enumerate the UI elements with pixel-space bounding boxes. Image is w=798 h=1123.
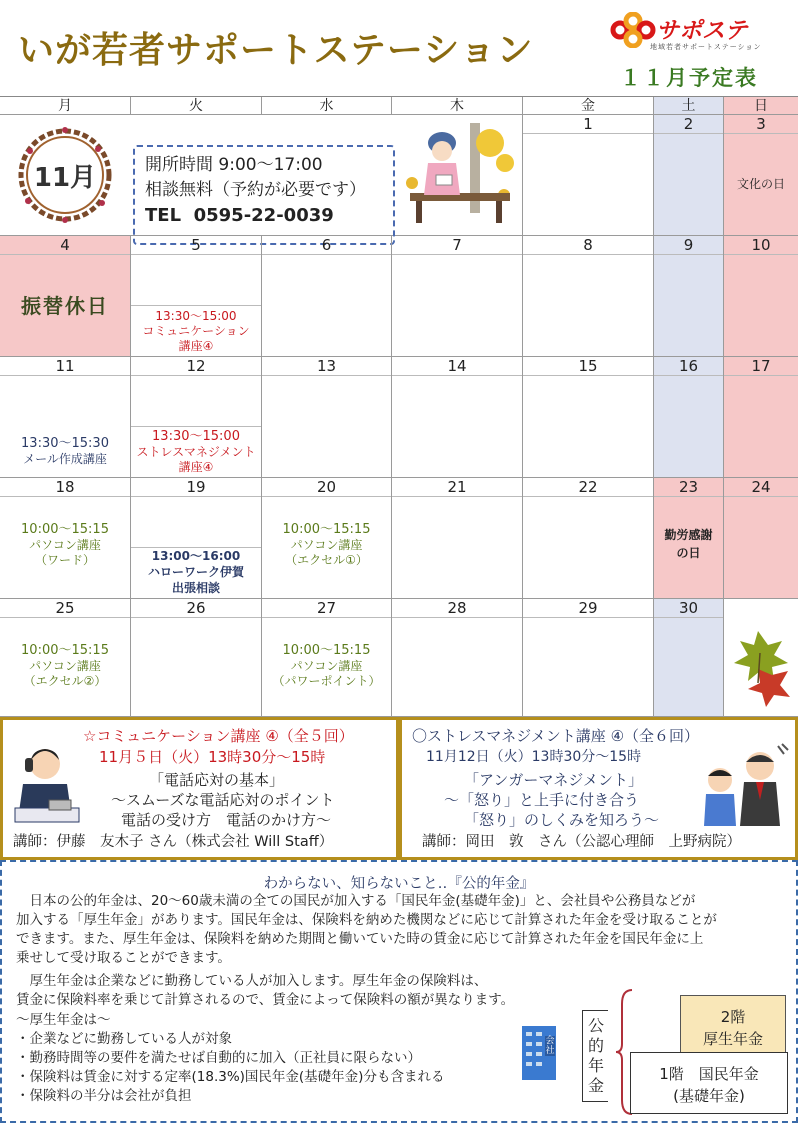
- day-cell-7: [392, 236, 523, 357]
- day-number: 17: [724, 357, 798, 376]
- day-cell-11: [0, 357, 131, 478]
- day-cell-27: [262, 599, 392, 717]
- holiday-labor-thanks-2: の日: [676, 546, 701, 560]
- calendar-grid: [0, 97, 798, 717]
- pension-bullet-1: ・企業などに勤務している人が対象: [16, 1031, 232, 1047]
- event-sub: （エクセル①）: [285, 553, 368, 567]
- day-cell-6: [262, 236, 392, 357]
- event-sub: （ワード）: [34, 553, 95, 567]
- event-title: コミュニケーション: [142, 324, 250, 338]
- event-title: ハローワーク伊賀: [147, 565, 244, 579]
- pension-text-1: 日本の公的年金は、20～60歳未満の全ての国民が加入する「国民年金(基礎年金)」と、会社員や公務員などが: [16, 893, 696, 909]
- day-number: 18: [0, 478, 130, 497]
- pension-text-7: ～厚生年金は～: [16, 1012, 111, 1028]
- day-cell-28: [392, 599, 523, 717]
- day-cell-3: [724, 115, 798, 236]
- girl-reading-bench-icon: [400, 123, 520, 229]
- day-cell-22: [523, 478, 654, 599]
- day-cell-30: [654, 599, 724, 717]
- floor-1-box: [630, 1052, 788, 1114]
- logo-text: サポステ: [656, 18, 748, 44]
- event-title: パソコン講座: [290, 659, 363, 673]
- weekday-thu: 木: [392, 97, 523, 115]
- pension-text-5: 厚生年金は企業などに勤務している人が加入します。厚生年金の保険料は、: [16, 973, 488, 989]
- weekday-sat: 土: [654, 97, 724, 115]
- pension-info-box: [0, 860, 798, 1123]
- day-number: 1: [523, 115, 653, 134]
- day-cell-10: [724, 236, 798, 357]
- event-sub: 出張相談: [171, 581, 220, 595]
- event-title: パソコン講座: [290, 538, 363, 552]
- day-cell-17: [724, 357, 798, 478]
- lecture-line-2: ～スムーズな電話応対のポイント: [111, 791, 335, 809]
- floor-2-name: 厚生年金: [702, 1030, 763, 1048]
- day-number: 2: [654, 115, 723, 134]
- vlabel-4: 金: [588, 1076, 605, 1095]
- day-number: 10: [724, 236, 798, 255]
- phone-number: [145, 203, 383, 228]
- day-number: 20: [262, 478, 391, 497]
- day-cell-15: [523, 357, 654, 478]
- day-number: 12: [131, 357, 261, 376]
- tel-value: 0595-22-0039: [193, 205, 334, 226]
- day-number: 3: [724, 115, 798, 134]
- day-cell-21: [392, 478, 523, 599]
- floor-2-label: 2階: [720, 1008, 746, 1026]
- day-cell-25: [0, 599, 131, 717]
- day-number: 14: [392, 357, 522, 376]
- lecture-date: 11月12日（火）13時30分～15時: [426, 749, 642, 765]
- day-number: 4: [0, 236, 130, 255]
- floor-1-name: (基礎年金): [673, 1087, 745, 1105]
- event-time: 10:00～15:15: [21, 522, 109, 537]
- weekday-fri: 金: [523, 97, 654, 115]
- info-box: [133, 145, 395, 245]
- day-number: 22: [523, 478, 653, 497]
- event-time: 13:30～15:00: [155, 309, 237, 323]
- day-number: 28: [392, 599, 522, 618]
- event-title: ストレスマネジメント: [136, 445, 256, 459]
- lecture-title: 〇ストレスマネジメント講座 ④（全６回）: [412, 727, 700, 745]
- vlabel-3: 年: [588, 1056, 605, 1075]
- day-cell-23: [654, 478, 724, 599]
- day-number: 16: [654, 357, 723, 376]
- day-cell-8: [523, 236, 654, 357]
- day-cell-12: [131, 357, 262, 478]
- event-sub: 講座④: [178, 460, 214, 474]
- day-cell-16: [654, 357, 724, 478]
- floor-2-box: [680, 995, 786, 1055]
- day-number: 7: [392, 236, 522, 255]
- weekday-mon: 月: [0, 97, 131, 115]
- event-title: パソコン講座: [29, 538, 101, 552]
- logo-subtitle: 地域若者サポートステーション: [650, 43, 762, 51]
- day-number: 23: [654, 478, 723, 497]
- day-cell-20: [262, 478, 392, 599]
- event-title: メール作成講座: [23, 452, 107, 466]
- day-number: 15: [523, 357, 653, 376]
- pension-text-2: 加入する「厚生年金」があります。国民年金は、保険料を納めた機関などに応じて計算された年金を受け取ることが: [16, 912, 717, 928]
- event-time: 10:00～15:15: [21, 643, 109, 658]
- lecture-date: 11月５日（火）13時30分～15時: [99, 748, 326, 766]
- company-label: 会社: [545, 1036, 555, 1056]
- day-number: 6: [262, 236, 391, 255]
- lecture-line-1: 「電話応対の基本」: [149, 771, 285, 789]
- day-number: 21: [392, 478, 522, 497]
- day-cell-29: [523, 599, 654, 717]
- event-sub: （エクセル②）: [23, 674, 107, 688]
- schedule-label: １１月予定表: [620, 66, 758, 90]
- pension-text-6: 賃金に保険料率を乗じて計算されるので、賃金によって保険料の額が異なります。: [16, 992, 515, 1008]
- lecture-instructor: 講師：伊藤 友木子 さん（株式会社 Will Staff）: [13, 834, 334, 850]
- day-number: 29: [523, 599, 653, 618]
- lecture-line-3: 「怒り」のしくみを知ろう～: [464, 811, 660, 829]
- day-number: 24: [724, 478, 798, 497]
- day-cell-2: [654, 115, 724, 236]
- event-sub: 講座④: [178, 339, 214, 353]
- pension-text-3: できます。また、厚生年金は、保険料を納めた期間と働いていた時の賃金に応じて計算された年金を国民年金に上: [16, 931, 704, 947]
- day-number: 9: [654, 236, 723, 255]
- tel-label: TEL: [145, 205, 182, 226]
- day-cell-24: [724, 478, 798, 599]
- day-number: 27: [262, 599, 391, 618]
- lecture-communication-box: [0, 717, 399, 860]
- lecture-line-3: 電話の受け方 電話のかけ方～: [121, 811, 332, 829]
- leaves-cell: [724, 599, 798, 717]
- vlabel-1: 公: [588, 1016, 605, 1035]
- holiday-substitute: 振替休日: [21, 294, 109, 318]
- page-header: [0, 0, 798, 97]
- day-cell-18: [0, 478, 131, 599]
- day-number: 25: [0, 599, 130, 618]
- event-time: 10:00～15:15: [282, 522, 371, 537]
- pension-bullet-3: ・保険料は賃金に対する定率(18.3%)国民年金(基礎年金)分も含まれる: [16, 1069, 445, 1085]
- vlabel-2: 的: [588, 1036, 605, 1055]
- day-cell-9: [654, 236, 724, 357]
- day-number: 19: [131, 478, 261, 497]
- lecture-title: ☆コミュニケーション講座 ④（全５回）: [83, 727, 354, 745]
- day-cell-14: [392, 357, 523, 478]
- day-cell-4: [0, 236, 131, 357]
- event-time: 10:00～15:15: [282, 643, 371, 658]
- week1-intro-cell: [0, 115, 523, 236]
- weekday-tue: 火: [131, 97, 262, 115]
- pension-title: わからない、知らないこと‥『公的年金』: [263, 876, 535, 892]
- day-cell-1: [523, 115, 654, 236]
- page-title: いが若者サポートステーション: [18, 29, 534, 71]
- day-cell-26: [131, 599, 262, 717]
- weekday-sun: 日: [724, 97, 798, 115]
- month-badge: 11月: [33, 163, 97, 193]
- lecture-line-1: 「アンガーマネジメント」: [464, 771, 643, 789]
- lecture-line-2: ～「怒り」と上手に付き合う: [444, 791, 640, 809]
- event-time: 13:30～15:30: [21, 436, 109, 451]
- lecture-instructor: 講師：岡田 敦 さん（公認心理師 上野病院）: [422, 834, 741, 850]
- floor-1-label: 1階 国民年金: [659, 1065, 759, 1083]
- angry-people-icon: [694, 742, 790, 828]
- day-number: 8: [523, 236, 653, 255]
- lecture-stress-box: [399, 717, 798, 860]
- pension-text-4: 乗せして受け取ることができます。: [16, 950, 231, 966]
- holiday-culture-day: 文化の日: [736, 177, 785, 191]
- day-number: 30: [654, 599, 723, 618]
- weekday-wed: 水: [262, 97, 392, 115]
- day-number: 5: [131, 236, 261, 255]
- pension-bullet-2: ・勤務時間等の要件を満たせば自動的に加入（正社員に限らない）: [16, 1050, 421, 1066]
- holiday-labor-thanks: 勤労感謝: [664, 528, 713, 542]
- day-cell-5: [131, 236, 262, 357]
- day-number: 26: [131, 599, 261, 618]
- event-time: 13:00～16:00: [151, 549, 241, 563]
- pension-bullet-4: ・保険料の半分は会社が負担: [16, 1088, 192, 1104]
- event-sub: （パワーポイント）: [272, 674, 381, 688]
- day-cell-19: [131, 478, 262, 599]
- event-time: 13:30～15:00: [152, 429, 240, 444]
- day-number: 11: [0, 357, 130, 376]
- opening-hours: 開所時間 9:00～17:00: [145, 155, 323, 175]
- day-cell-13: [262, 357, 392, 478]
- consult-free: 相談無料（予約が必要です）: [145, 180, 366, 200]
- event-title: パソコン講座: [29, 659, 101, 673]
- phone-call-person-icon: [9, 740, 87, 826]
- day-number: 13: [262, 357, 391, 376]
- autumn-leaves-icon: [728, 623, 794, 707]
